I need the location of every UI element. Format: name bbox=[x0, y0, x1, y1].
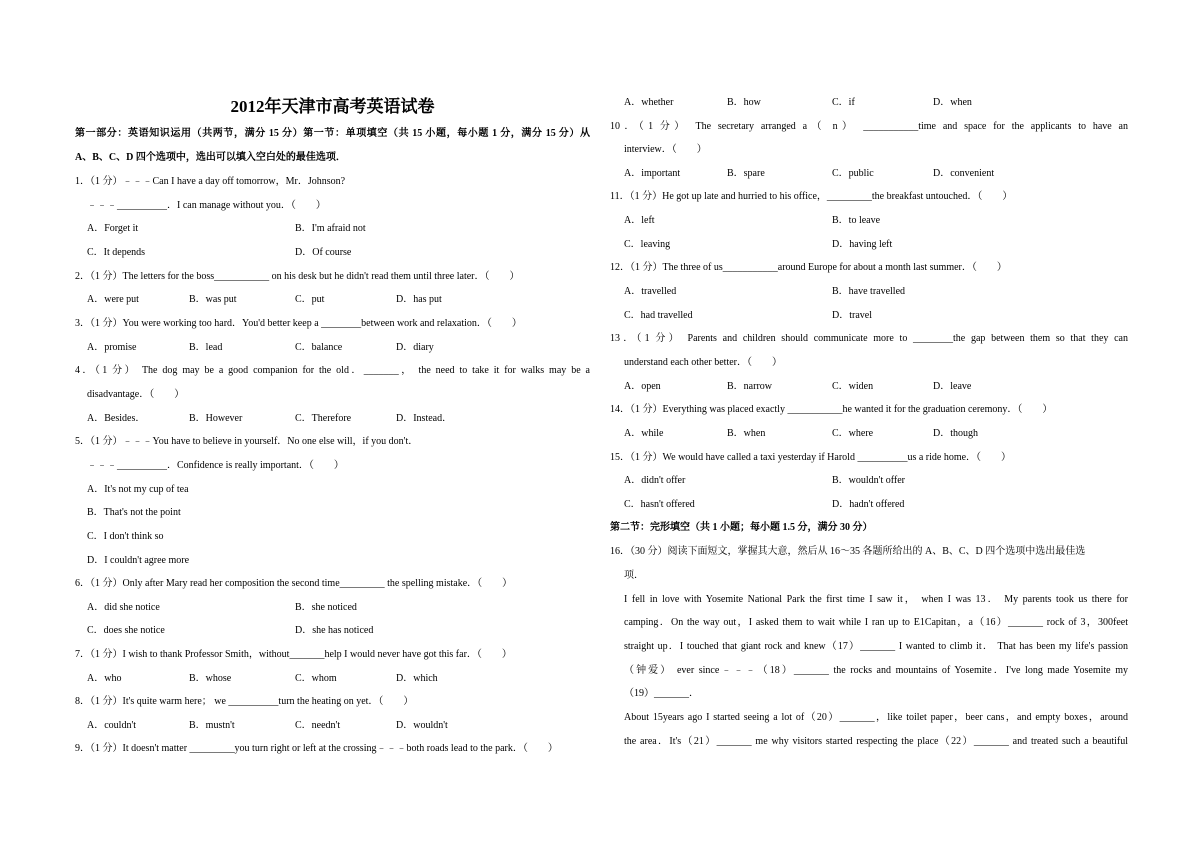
question-1-stem-cont: ﹣﹣﹣__________．I can manage without you．（ ） bbox=[87, 200, 326, 211]
question-9-stem: 9．（1 分）It doesn't matter _________you turn right or left at the crossing﹣﹣﹣both roads lead to the park．（ ） bbox=[75, 743, 558, 754]
question-6-option-d[interactable]: D．she has noticed bbox=[295, 625, 374, 636]
question-4-option-c[interactable]: C．Therefore bbox=[295, 413, 352, 424]
question-12-option-d[interactable]: D．travel bbox=[832, 310, 872, 321]
question-5-stem-cont: ﹣﹣﹣__________．Confidence is really important．（ ） bbox=[87, 460, 344, 471]
question-12-stem: 12．（1 分）The three of us___________around Europe for about a month last summer．（ ） bbox=[610, 262, 1007, 273]
passage-line: the area．It's（21）_______ me why visitors started respecting the place（22）_______ and treated such a beautiful bbox=[624, 736, 1128, 747]
question-7-option-b[interactable]: B．whose bbox=[189, 673, 232, 684]
question-12-option-a[interactable]: A．travelled bbox=[624, 286, 677, 297]
question-15-option-d[interactable]: D．hadn't offered bbox=[832, 499, 905, 510]
question-13-option-b[interactable]: B．narrow bbox=[727, 381, 772, 392]
question-12-option-c[interactable]: C．had travelled bbox=[624, 310, 693, 321]
question-1-option-b[interactable]: B．I'm afraid not bbox=[295, 223, 366, 234]
question-3-stem: 3．（1 分）You were working too hard．You'd better keep a ________between work and relaxation．（ ） bbox=[75, 318, 522, 329]
question-4-stem-cont: disadvantage．（ ） bbox=[87, 389, 185, 400]
question-15-option-a[interactable]: A．didn't offer bbox=[624, 475, 686, 486]
question-8-stem: 8．（1 分）It's quite warm here； we __________turn the heating on yet．（ ） bbox=[75, 696, 414, 707]
question-4-stem: 4．（1 分） The dog may be a good companion for the old．_______， the need to take it for walks may be a bbox=[75, 365, 590, 376]
question-5-option-c[interactable]: C．I don't think so bbox=[87, 531, 164, 542]
passage-line: （钟爱） ever since﹣﹣﹣（18）_______ the rocks and mountains of Yosemite．I've long made Yosemite my bbox=[624, 665, 1128, 676]
question-3-option-d[interactable]: D．diary bbox=[396, 342, 434, 353]
question-7-option-c[interactable]: C．whom bbox=[295, 673, 337, 684]
question-14-option-d[interactable]: D．though bbox=[933, 428, 978, 439]
question-5-option-b[interactable]: B．That's not the point bbox=[87, 507, 181, 518]
question-3-option-a[interactable]: A．promise bbox=[87, 342, 137, 353]
question-10-stem-cont: interview．（ ） bbox=[624, 144, 707, 155]
question-5-stem: 5．（1 分）﹣﹣﹣You have to believe in yourself．No one else will，if you don't． bbox=[75, 436, 419, 447]
question-10-option-b[interactable]: B．spare bbox=[727, 168, 765, 179]
question-8-option-d[interactable]: D．wouldn't bbox=[396, 720, 448, 731]
question-1-option-a[interactable]: A．Forget it bbox=[87, 223, 139, 234]
question-8-option-a[interactable]: A．couldn't bbox=[87, 720, 137, 731]
question-2-option-c[interactable]: C．put bbox=[295, 294, 325, 305]
question-14-option-a[interactable]: A．while bbox=[624, 428, 664, 439]
question-14-option-c[interactable]: C．where bbox=[832, 428, 874, 439]
question-10-option-d[interactable]: D．convenient bbox=[933, 168, 995, 179]
question-2-option-b[interactable]: B．was put bbox=[189, 294, 237, 305]
question-13-option-a[interactable]: A．open bbox=[624, 381, 661, 392]
question-9-option-c[interactable]: C．if bbox=[832, 97, 855, 108]
question-16-stem: 16．（30 分）阅读下面短文，掌握其大意，然后从 16～35 各题所给出的 A、B、C、D 四个选项中选出最佳选 bbox=[610, 546, 1086, 557]
question-9-option-a[interactable]: A．whether bbox=[624, 97, 674, 108]
question-3-option-b[interactable]: B．lead bbox=[189, 342, 223, 353]
question-10-option-a[interactable]: A．important bbox=[624, 168, 681, 179]
question-15-option-b[interactable]: B．wouldn't offer bbox=[832, 475, 905, 486]
question-14-stem: 14．（1 分）Everything was placed exactly ___________he wanted it for the graduation ceremony．（ ） bbox=[610, 404, 1053, 415]
question-15-option-c[interactable]: C．hasn't offered bbox=[624, 499, 695, 510]
question-6-option-b[interactable]: B．she noticed bbox=[295, 602, 357, 613]
question-2-option-d[interactable]: D．has put bbox=[396, 294, 442, 305]
question-6-option-a[interactable]: A．did she notice bbox=[87, 602, 160, 613]
section2-heading: 第二节：完形填空（共 1 小题；每小题 1.5 分，满分 30 分） bbox=[610, 522, 873, 533]
question-1-stem: 1．（1 分）﹣﹣﹣Can I have a day off tomorrow，Mr．Johnson? bbox=[75, 176, 346, 187]
question-5-option-d[interactable]: D．I couldn't agree more bbox=[87, 555, 190, 566]
section1-intro: 第一部分：英语知识运用（共两节，满分 15 分）第一节：单项填空（共 15 小题，每小题 1 分，满分 15 分）从 bbox=[75, 128, 590, 139]
question-9-option-b[interactable]: B．how bbox=[727, 97, 761, 108]
question-1-option-d[interactable]: D．Of course bbox=[295, 247, 352, 258]
question-13-option-c[interactable]: C．widen bbox=[832, 381, 874, 392]
passage-line: About 15years ago I started seeing a lot of（20）_______，like toilet paper，beer cans，and empty boxes，around bbox=[624, 712, 1128, 723]
question-6-option-c[interactable]: C．does she notice bbox=[87, 625, 165, 636]
passage-line: camping．On the way out，I asked them to wait while I ran up to E1Capitan，a（16）_______ rock of 3，300feet bbox=[624, 617, 1128, 628]
question-11-option-d[interactable]: D．having left bbox=[832, 239, 893, 250]
passage-line: straight up．I touched that giant rock and knew（17）_______ I wanted to climb it． That has been my life's passion bbox=[624, 641, 1128, 652]
question-4-option-a[interactable]: A．Besides． bbox=[87, 413, 146, 424]
question-13-option-d[interactable]: D．leave bbox=[933, 381, 972, 392]
section1-intro-cont: A、B、C、D 四个选项中，选出可以填入空白处的最佳选项． bbox=[75, 152, 346, 163]
question-3-option-c[interactable]: C．balance bbox=[295, 342, 343, 353]
question-13-stem-cont: understand each other better．（ ） bbox=[624, 357, 783, 368]
question-10-stem: 10．（1 分） The secretary arranged a（ n） ___________time and space for the applicants to have an bbox=[610, 121, 1128, 132]
question-8-option-c[interactable]: C．needn't bbox=[295, 720, 341, 731]
question-5-option-a[interactable]: A．It's not my cup of tea bbox=[87, 484, 189, 495]
question-16-stem-cont: 项． bbox=[624, 570, 644, 581]
question-15-stem: 15．（1 分）We would have called a taxi yesterday if Harold __________us a ride home．（ ） bbox=[610, 452, 1012, 463]
question-4-option-b[interactable]: B．However bbox=[189, 413, 243, 424]
question-9-option-d[interactable]: D．when bbox=[933, 97, 972, 108]
question-11-option-c[interactable]: C．leaving bbox=[624, 239, 671, 250]
question-7-option-d[interactable]: D．which bbox=[396, 673, 438, 684]
passage-line: （19）_______． bbox=[624, 688, 699, 699]
question-14-option-b[interactable]: B．when bbox=[727, 428, 766, 439]
question-4-option-d[interactable]: D．Instead． bbox=[396, 413, 453, 424]
question-11-option-a[interactable]: A．left bbox=[624, 215, 655, 226]
question-10-option-c[interactable]: C．public bbox=[832, 168, 874, 179]
question-2-option-a[interactable]: A．were put bbox=[87, 294, 139, 305]
question-7-option-a[interactable]: A．who bbox=[87, 673, 122, 684]
question-12-option-b[interactable]: B．have travelled bbox=[832, 286, 906, 297]
question-7-stem: 7．（1 分）I wish to thank Professor Smith，without_______help I would never have got this far．（ ） bbox=[75, 649, 512, 660]
question-11-stem: 11．（1 分）He got up late and hurried to his office，_________the breakfast untouched．（ ） bbox=[610, 191, 1013, 202]
question-11-option-b[interactable]: B．to leave bbox=[832, 215, 881, 226]
question-6-stem: 6．（1 分）Only after Mary read her composition the second time_________ the spelling mistake．（ ） bbox=[75, 578, 513, 589]
passage-line: I fell in love with Yosemite National Park the first time I saw it， when I was 13． My parents took us there for bbox=[624, 594, 1128, 605]
question-1-option-c[interactable]: C．It depends bbox=[87, 247, 146, 258]
question-8-option-b[interactable]: B．mustn't bbox=[189, 720, 235, 731]
question-13-stem: 13．（1 分） Parents and children should communicate more to ________the gap between them so that they can bbox=[610, 333, 1128, 344]
question-2-stem: 2．（1 分）The letters for the boss___________ on his desk but he didn't read them until three later．（ ） bbox=[75, 271, 520, 282]
page-title: 2012年天津市高考英语试卷 bbox=[230, 97, 435, 116]
